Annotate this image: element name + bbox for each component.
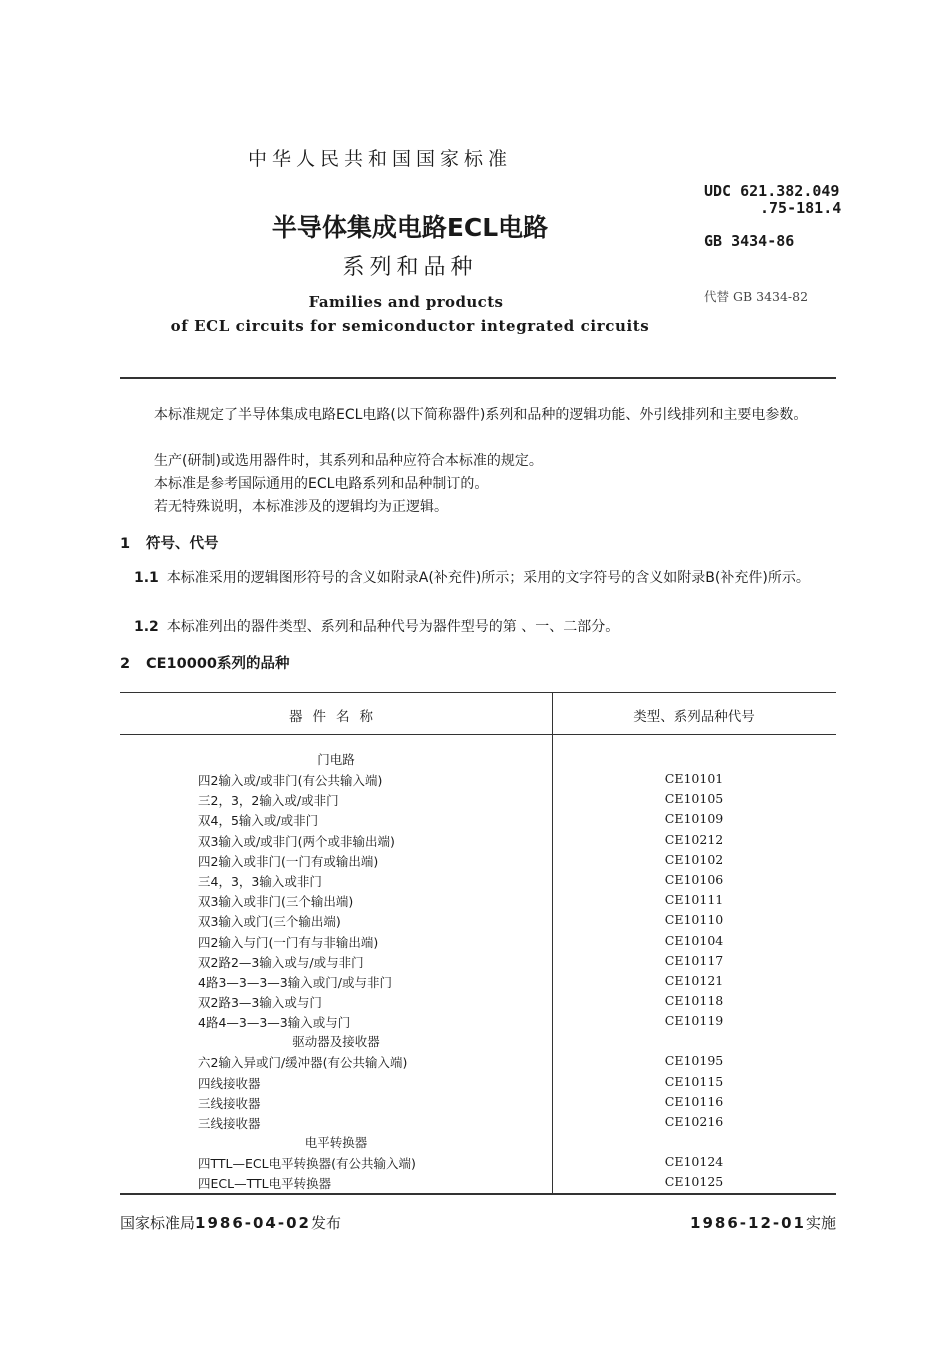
device-code: CE10115 xyxy=(664,1073,724,1089)
device-code: CE10110 xyxy=(664,912,724,928)
table-row xyxy=(120,971,836,991)
header-divider xyxy=(120,377,836,379)
device-name: 三4，3，3输入或非门 xyxy=(198,873,322,889)
table-row xyxy=(120,931,836,951)
device-code: CE10106 xyxy=(664,871,724,887)
table-row xyxy=(120,769,836,789)
clause-1-2-number: 1.2 xyxy=(134,619,159,635)
device-code: CE10109 xyxy=(664,811,724,827)
device-name: 双3输入或门(三个输出端) xyxy=(198,914,341,930)
device-name: 四2输入或/或非门(有公共输入端) xyxy=(198,773,383,788)
table-group-heading xyxy=(120,1132,836,1152)
intro-paragraph-1: 本标准规定了半导体集成电路ECL电路(以下简称器件)系列和品种的逻辑功能、外引线排列和主要电参数。 xyxy=(154,407,808,423)
table-row xyxy=(120,1092,836,1112)
device-code: CE10118 xyxy=(664,993,724,1009)
device-code: CE10121 xyxy=(664,972,724,988)
intro-paragraph-2: 生产(研制)或选用器件时，其系列和品种应符合本标准的规定。 xyxy=(154,453,543,469)
footer-effective xyxy=(680,1212,836,1233)
device-code: CE10116 xyxy=(664,1093,724,1109)
intro-paragraph-4: 若无特殊说明，本标准涉及的逻辑均为正逻辑。 xyxy=(154,499,448,515)
device-name: 六2输入异或门/缓冲器(有公共输入端) xyxy=(198,1055,408,1071)
footer-issuer: 国家标准局 xyxy=(120,1214,196,1232)
device-code: CE10195 xyxy=(664,1053,724,1069)
device-name: 四ECL—TTL电平转换器 xyxy=(198,1176,332,1192)
clause-1-1-text: 本标准采用的逻辑图形符号的含义如附录A(补充件)所示；采用的文字符号的含义如附录B(补充件)所示。 xyxy=(166,570,810,586)
table-row xyxy=(120,1072,836,1092)
device-code: CE10212 xyxy=(664,831,724,847)
device-name: 三2，3，2输入或/或非门 xyxy=(198,793,339,809)
gb-number: GB 3434-86 xyxy=(704,232,795,250)
device-code: CE10119 xyxy=(664,1013,724,1029)
device-name: 四2输入或非门(一门有或输出端) xyxy=(198,853,379,869)
device-name: 双3输入或/或非门(两个或非输出端) xyxy=(198,833,395,849)
device-code: CE10124 xyxy=(664,1154,724,1170)
table-row xyxy=(120,850,836,870)
udc-label: UDC xyxy=(704,182,732,200)
table-row xyxy=(120,1172,836,1192)
table-row xyxy=(120,991,836,1011)
table-group-heading xyxy=(120,1031,836,1051)
udc-value-2: .75-181.4 xyxy=(760,199,842,217)
device-name: 三线接收器 xyxy=(198,1095,261,1111)
table-group-heading xyxy=(120,749,836,769)
device-name: 双3输入或非门(三个输出端) xyxy=(198,894,354,910)
subtitle-chinese: 系列和品种 xyxy=(342,255,478,280)
table-header-type-code: 类型、系列品种代号 xyxy=(633,709,755,725)
device-name: 四TTL—ECL电平转换器(有公共输入端) xyxy=(198,1156,416,1172)
section-2-number: 2 xyxy=(120,656,131,672)
device-name: 4路3—3—3—3输入或门/或与非门 xyxy=(198,974,392,990)
table-row xyxy=(120,870,836,890)
title-chinese: 半导体集成电路ECL电路 xyxy=(271,213,549,242)
group-heading-label: 门电路 xyxy=(317,752,355,767)
title-english-line2: of ECL circuits for semiconductor integrated circuits xyxy=(170,317,650,335)
device-code: CE10125 xyxy=(664,1174,724,1190)
device-code: CE10101 xyxy=(664,771,724,786)
section-1-heading xyxy=(120,532,219,553)
intro-paragraph-3: 本标准是参考国际通用的ECL电路系列和品种制订的。 xyxy=(154,476,489,492)
group-heading-label: 电平转换器 xyxy=(304,1135,368,1151)
section-2-heading xyxy=(120,652,290,673)
table-row xyxy=(120,890,836,910)
device-code: CE10117 xyxy=(664,952,724,968)
device-name: 三线接收器 xyxy=(198,1116,261,1131)
udc-value-1: 621.382.049 xyxy=(740,182,840,200)
device-name: 四2输入与门(一门有与非输出端) xyxy=(198,934,379,950)
table-row xyxy=(120,1051,836,1071)
table-row xyxy=(120,809,836,829)
device-code: CE10104 xyxy=(664,932,724,948)
table-row xyxy=(120,1152,836,1172)
product-table xyxy=(120,692,836,1195)
footer-effective-suffix: 实施 xyxy=(805,1214,836,1232)
device-code: CE10111 xyxy=(664,892,724,908)
table-row xyxy=(120,1011,836,1031)
section-1-number: 1 xyxy=(120,536,131,552)
device-name: 双4，5输入或/或非门 xyxy=(198,813,319,829)
footer-effective-date: 1986-12-01 xyxy=(690,1214,806,1232)
table-row xyxy=(120,951,836,971)
section-2-title: CE10000系列的品种 xyxy=(146,656,290,672)
table-row xyxy=(120,1112,836,1132)
national-standard-heading: 中华人民共和国国家标准 xyxy=(247,148,512,170)
table-row xyxy=(120,830,836,850)
device-name: 四线接收器 xyxy=(198,1075,261,1091)
clause-1-1-number: 1.1 xyxy=(134,570,159,586)
replaces-note: 代替 GB 3434-82 xyxy=(704,289,809,304)
device-code: CE10105 xyxy=(664,791,724,807)
device-name: 4路4—3—3—3输入或与门 xyxy=(198,1015,351,1031)
footer-issue-suffix: 发布 xyxy=(310,1214,341,1232)
device-code: CE10102 xyxy=(664,851,724,867)
group-heading-label: 驱动器及接收器 xyxy=(292,1034,380,1050)
table-row xyxy=(120,910,836,930)
table-row xyxy=(120,789,836,809)
table-header-device-name: 器件名称 xyxy=(289,709,383,725)
clause-1-2-text: 本标准列出的器件类型、系列和品种代号为器件型号的第 、一、二部分。 xyxy=(166,619,620,635)
device-name: 双2路2—3输入或与/或与非门 xyxy=(198,954,364,970)
device-code: CE10216 xyxy=(664,1114,724,1129)
device-name: 双2路3—3输入或与门 xyxy=(198,995,322,1011)
table-header-divider xyxy=(120,734,836,735)
clause-1-2 xyxy=(120,616,836,638)
footer-issue-date: 1986-04-02 xyxy=(195,1214,311,1232)
table-body xyxy=(120,749,836,1193)
title-english-line1: Families and products xyxy=(308,293,504,311)
clause-1-1 xyxy=(120,567,836,589)
footer-issue xyxy=(120,1212,341,1233)
section-1-title: 符号、代号 xyxy=(146,536,219,552)
